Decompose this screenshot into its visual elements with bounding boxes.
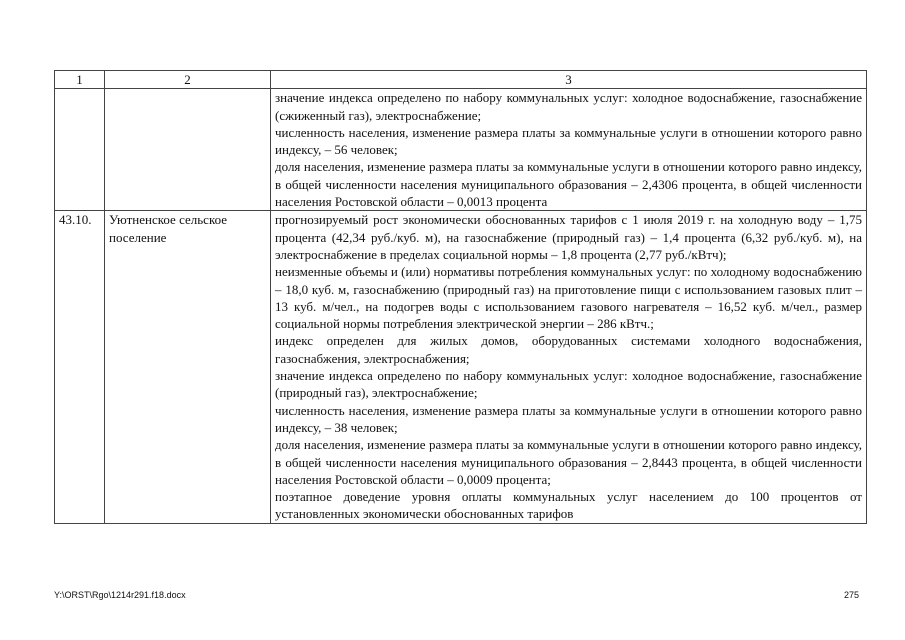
header-row xyxy=(55,71,867,89)
header-col-3: 3 xyxy=(271,71,867,89)
description-paragraph: доля населения, изменение размера платы за коммунальные услуги в отношении которого равно индексу, в общей численности населения муниципального образования – 2,8443 процента, в общей численности населения Ростовской области – 0,0009 процента; xyxy=(275,437,862,487)
description-paragraph: значение индекса определено по набору коммунальных услуг: холодное водоснабжение, газоснабжение (природный газ), электроснабжение; xyxy=(275,368,862,401)
header-col-2: 2 xyxy=(105,71,271,89)
description-paragraph: доля населения, изменение размера платы за коммунальные услуги в отношении которого равно индексу, в общей численности населения муниципального образования – 2,4306 процента, в общей численности населения Ростовской области – 0,0013 процента xyxy=(275,159,862,210)
row-number: 43.10. xyxy=(55,211,105,523)
tariff-table xyxy=(54,70,867,524)
row-description xyxy=(271,89,867,211)
description-paragraph: значение индекса определено по набору коммунальных услуг: холодное водоснабжение, газоснабжение (сжиженный газ), электроснабжение; xyxy=(275,90,862,123)
description-paragraph: индекс определен для жилых домов, оборудованных системами холодного водоснабжения, газоснабжения, электроснабжения; xyxy=(275,333,862,366)
description-paragraph: численность населения, изменение размера платы за коммунальные услуги в отношении которого равно индексу, – 56 человек; xyxy=(275,124,862,158)
table-row xyxy=(55,89,867,211)
description-paragraph: прогнозируемый рост экономически обоснованных тарифов с 1 июля 2019 г. на холодную воду – 1,75 процента (42,34 руб./куб. м), на газоснабжение (природный газ) – 1,4 процента (6,32 руб./куб. м), на электроснабжение в пределах социальной нормы – 1,8 процента (2,77 руб./кВтч); xyxy=(275,212,862,262)
description-paragraph: численность населения, изменение размера платы за коммунальные услуги в отношении которого равно индексу, – 38 человек; xyxy=(275,402,862,435)
municipality-name xyxy=(105,89,271,211)
description-paragraph: поэтапное доведение уровня оплаты коммунальных услуг населением до 100 процентов от установленных экономически обоснованных тарифов xyxy=(275,489,862,522)
row-description xyxy=(271,211,867,523)
row-number xyxy=(55,89,105,211)
header-col-1: 1 xyxy=(55,71,105,89)
description-paragraph: неизменные объемы и (или) нормативы потребления коммунальных услуг: по холодному водоснабжению – 18,0 куб. м, газоснабжению (природный газ) на приготовление пищи с использованием газовых плит – 13 куб. м/чел., на подогрев воды с использованием газового нагревателя – 16,52 куб. м/чел., размер социальной нормы потребления электрической энергии – 286 кВтч.; xyxy=(275,264,862,332)
footer-file-path: Y:\ORST\Rgo\1214r291.f18.docx xyxy=(54,590,186,600)
page-number: 275 xyxy=(843,590,859,600)
municipality-name: Уютненское сельское поселение xyxy=(105,211,271,523)
table-row xyxy=(55,211,867,523)
